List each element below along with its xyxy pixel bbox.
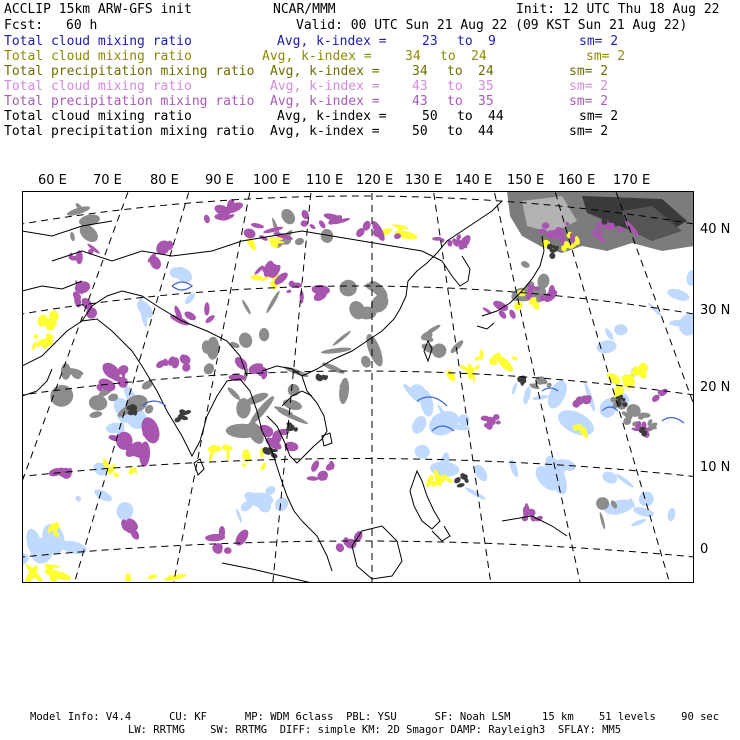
- legend-avg-label: Avg, k-index =: [270, 79, 380, 94]
- longitude-label: 150 E: [507, 173, 545, 188]
- legend-k-end: 44: [488, 109, 504, 124]
- latitude-label: 10 N: [700, 460, 731, 475]
- legend-k-start: 23: [422, 34, 438, 49]
- legend-to: to: [447, 64, 463, 79]
- legend-k-start: 34: [412, 64, 428, 79]
- valid-time: Valid: 00 UTC Sun 21 Aug 22 (09 KST Sun 21 Aug 22): [296, 18, 688, 33]
- legend-k-start: 43: [412, 94, 428, 109]
- legend-avg-label: Avg, k-index =: [270, 94, 380, 109]
- legend-field-name: Total precipitation mixing ratio: [4, 124, 255, 139]
- legend-field-name: Total cloud mixing ratio: [4, 49, 192, 64]
- legend-k-start: 50: [422, 109, 438, 124]
- legend-to: to: [457, 109, 473, 124]
- legend-k-start: 43: [412, 79, 428, 94]
- longitude-label: 90 E: [205, 173, 234, 188]
- longitude-label: 70 E: [93, 173, 122, 188]
- legend-avg-label: Avg, k-index =: [262, 49, 372, 64]
- legend-avg-label: Avg, k-index =: [277, 109, 387, 124]
- legend-smoothing: sm= 2: [579, 34, 619, 49]
- legend-avg-label: Avg, k-index =: [270, 124, 380, 139]
- legend-smoothing: sm= 2: [569, 94, 609, 109]
- legend-k-start: 34: [405, 49, 421, 64]
- legend-k-end: 35: [478, 79, 494, 94]
- legend-smoothing: sm= 2: [569, 64, 609, 79]
- legend-field-name: Total cloud mixing ratio: [4, 34, 192, 49]
- legend-k-end: 24: [478, 64, 494, 79]
- longitude-label: 160 E: [558, 173, 596, 188]
- legend-field-name: Total cloud mixing ratio: [4, 109, 192, 124]
- footer-model-info: Model Info: V4.4 CU: KF MP: WDM 6class PBL: YSU SF: Noah LSM 15 km 51 levels 90 sec: [30, 711, 720, 723]
- legend-to: to: [447, 79, 463, 94]
- legend-k-end: 35: [478, 94, 494, 109]
- legend-k-end: 24: [471, 49, 487, 64]
- legend-smoothing: sm= 2: [569, 124, 609, 139]
- latitude-label: 0: [700, 542, 709, 557]
- dark-cell: [133, 409, 137, 415]
- longitude-label: 140 E: [455, 173, 493, 188]
- latitude-label: 30 N: [700, 303, 731, 318]
- model-title: ACCLIP 15km ARW-GFS init: [4, 2, 192, 17]
- latitude-label: 20 N: [700, 380, 731, 395]
- map-panel: [22, 191, 694, 583]
- legend-smoothing: sm= 2: [569, 79, 609, 94]
- legend-k-end: 44: [478, 124, 494, 139]
- longitude-label: 80 E: [150, 173, 179, 188]
- forecast-label: Fcst:: [4, 18, 44, 33]
- legend-to: to: [447, 124, 463, 139]
- longitude-label: 110 E: [306, 173, 344, 188]
- longitude-label: 100 E: [253, 173, 291, 188]
- longitude-label: 130 E: [405, 173, 443, 188]
- legend-smoothing: sm= 2: [579, 109, 619, 124]
- purple-cell: [167, 241, 174, 250]
- legend-to: to: [457, 34, 473, 49]
- legend-smoothing: sm= 2: [586, 49, 626, 64]
- longitude-label: 120 E: [356, 173, 394, 188]
- legend-avg-label: Avg, k-index =: [270, 64, 380, 79]
- longitude-label: 170 E: [613, 173, 651, 188]
- longitude-label: 60 E: [38, 173, 67, 188]
- legend-k-start: 50: [412, 124, 428, 139]
- footer-physics-info: LW: RRTMG SW: RRTMG DIFF: simple KM: 2D Smagor DAMP: Rayleigh3 SFLAY: MM5: [128, 724, 622, 736]
- latitude-label: 40 N: [700, 222, 731, 237]
- legend-avg-label: Avg, k-index =: [277, 34, 387, 49]
- legend-k-end: 9: [488, 34, 496, 49]
- init-time: Init: 12 UTC Thu 18 Aug 22: [516, 2, 720, 17]
- legend-to: to: [447, 94, 463, 109]
- legend-field-name: Total precipitation mixing ratio: [4, 64, 255, 79]
- gray-cell: [202, 340, 212, 353]
- forecast-hour: 60 h: [66, 18, 98, 33]
- legend-field-name: Total precipitation mixing ratio: [4, 94, 255, 109]
- legend-field-name: Total cloud mixing ratio: [4, 79, 192, 94]
- center-name: NCAR/MMM: [273, 2, 336, 17]
- legend-to: to: [440, 49, 456, 64]
